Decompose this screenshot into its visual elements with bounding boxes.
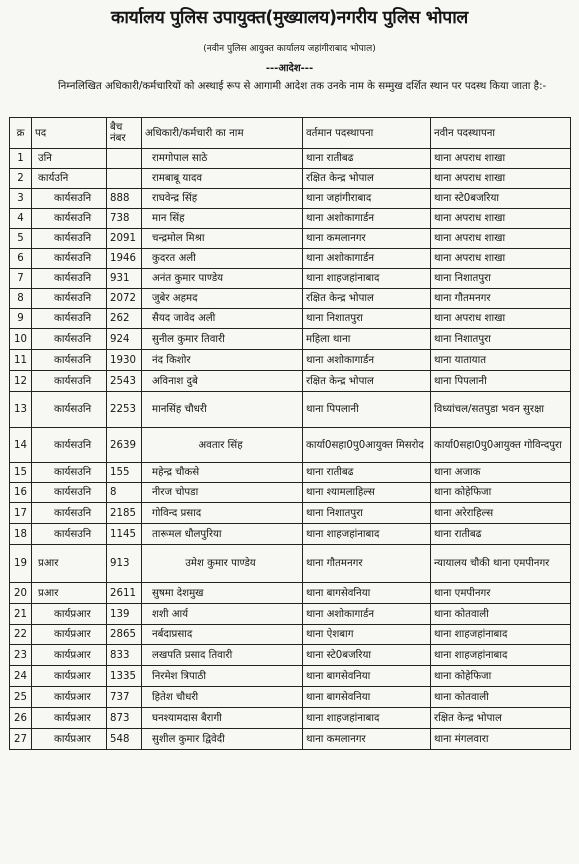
table-row (10, 350, 571, 371)
current-posting-cell: महिला थाना (303, 329, 431, 350)
order-heading: ---आदेश--- (265, 63, 314, 74)
serial-cell: 27 (10, 729, 32, 750)
table-row (10, 189, 571, 209)
header-current-posting: वर्तमान पदस्थापना (303, 118, 431, 149)
name-cell: महेन्द्र चौकसे (142, 463, 303, 483)
serial-cell: 8 (10, 289, 32, 309)
serial-cell: 24 (10, 666, 32, 687)
current-posting-cell: थाना जहांगीराबाद (303, 189, 431, 209)
new-posting-cell: न्यायालय चौकी थाना एमपीनगर (431, 545, 571, 583)
name-cell: नीरज चोपडा (142, 483, 303, 503)
new-posting-cell: थाना मंगलवारा (431, 729, 571, 750)
current-posting-cell: थाना बागसेवनिया (303, 583, 431, 604)
name-cell: सुशील कुमार द्विवेदी (142, 729, 303, 750)
new-posting-cell: थाना कोहेफिजा (431, 666, 571, 687)
table-row (10, 229, 571, 249)
header-name: अधिकारी/कर्मचारी का नाम (142, 118, 303, 149)
current-posting-cell: थाना बागसेवनिया (303, 687, 431, 708)
badge-cell: 139 (107, 604, 142, 625)
name-cell: मान सिंह (142, 209, 303, 229)
name-cell: घनश्यामदास बैरागी (142, 708, 303, 729)
current-posting-cell: थाना अशोकागार्डन (303, 249, 431, 269)
badge-cell: 737 (107, 687, 142, 708)
badge-cell: 738 (107, 209, 142, 229)
current-posting-cell: थाना शाहजहांनाबाद (303, 708, 431, 729)
table-row (10, 729, 571, 750)
table-row (10, 269, 571, 289)
serial-cell: 5 (10, 229, 32, 249)
office-address: (नवीन पुलिस आयुक्त कार्यालय जहांगीराबाद भोपाल) (203, 44, 376, 54)
table-row (10, 503, 571, 524)
serial-cell: 9 (10, 309, 32, 329)
badge-cell: 1946 (107, 249, 142, 269)
table-row (10, 483, 571, 503)
serial-cell: 23 (10, 645, 32, 666)
rank-cell: कार्यसउनि (32, 503, 107, 524)
new-posting-cell: थाना अपराध शाखा (431, 209, 571, 229)
current-posting-cell: थाना निशातपुरा (303, 503, 431, 524)
rank-cell: कार्यसउनि (32, 371, 107, 392)
new-posting-cell: थाना कोतवाली (431, 604, 571, 625)
name-cell: चन्द्रमोल मिश्रा (142, 229, 303, 249)
table-row (10, 645, 571, 666)
table-row (10, 149, 571, 169)
transfer-table (9, 117, 571, 750)
table-row (10, 329, 571, 350)
name-cell: राघवेन्द्र सिंह (142, 189, 303, 209)
table-row (10, 524, 571, 545)
rank-cell: कार्यप्रआर (32, 625, 107, 645)
table-row (10, 428, 571, 463)
current-posting-cell: थाना स्टे0बजरिया (303, 645, 431, 666)
new-posting-cell: थाना गौतमनगर (431, 289, 571, 309)
badge-cell: 2253 (107, 392, 142, 428)
serial-cell: 20 (10, 583, 32, 604)
serial-cell: 21 (10, 604, 32, 625)
rank-cell: कार्यसउनि (32, 483, 107, 503)
current-posting-cell: थाना अशोकागार्डन (303, 604, 431, 625)
badge-cell: 913 (107, 545, 142, 583)
new-posting-cell: थाना निशातपुरा (431, 329, 571, 350)
current-posting-cell: थाना निशातपुरा (303, 309, 431, 329)
badge-cell: 155 (107, 463, 142, 483)
new-posting-cell: थाना पिपलानी (431, 371, 571, 392)
table-header-row (10, 118, 571, 149)
serial-cell: 15 (10, 463, 32, 483)
serial-cell: 26 (10, 708, 32, 729)
office-title: कार्यालय पुलिस उपायुक्त(मुख्यालय)नगरीय पुलिस भोपाल (110, 8, 468, 28)
rank-cell: कार्यसउनि (32, 249, 107, 269)
rank-cell: प्रआर (32, 583, 107, 604)
rank-cell: कार्यसउनि (32, 428, 107, 463)
serial-cell: 11 (10, 350, 32, 371)
table-row (10, 708, 571, 729)
new-posting-cell: थाना अपराध शाखा (431, 249, 571, 269)
rank-cell: कार्यसउनि (32, 309, 107, 329)
table-row (10, 249, 571, 269)
rank-cell: प्रआर (32, 545, 107, 583)
name-cell: जुबेर अहमद (142, 289, 303, 309)
current-posting-cell: थाना रातीबढ (303, 463, 431, 483)
new-posting-cell: थाना कोहेफिजा (431, 483, 571, 503)
new-posting-cell: थाना अपराध शाखा (431, 309, 571, 329)
new-posting-cell: थाना शाहजहांनाबाद (431, 645, 571, 666)
current-posting-cell: रक्षित केन्द्र भोपाल (303, 169, 431, 189)
current-posting-cell: कार्या0सहा0पु0आयुक्त मिसरोद (303, 428, 431, 463)
name-cell: शशी आर्य (142, 604, 303, 625)
table-row (10, 169, 571, 189)
table-row (10, 289, 571, 309)
badge-cell (107, 169, 142, 189)
rank-cell: कार्यसउनि (32, 269, 107, 289)
badge-cell (107, 149, 142, 169)
badge-cell: 548 (107, 729, 142, 750)
table-row (10, 309, 571, 329)
table-row (10, 687, 571, 708)
name-cell: निरमेश त्रिपाठी (142, 666, 303, 687)
name-cell: सैयद जावेद अली (142, 309, 303, 329)
header-badge: बैच नंबर (107, 118, 142, 149)
current-posting-cell: थाना अशोकागार्डन (303, 350, 431, 371)
name-cell: अवतार सिंह (142, 428, 303, 463)
badge-cell: 888 (107, 189, 142, 209)
current-posting-cell: रक्षित केन्द्र भोपाल (303, 289, 431, 309)
current-posting-cell: थाना श्यामलाहिल्स (303, 483, 431, 503)
rank-cell: कार्यसउनि (32, 463, 107, 483)
rank-cell: कार्यप्रआर (32, 604, 107, 625)
new-posting-cell: थाना अपराध शाखा (431, 149, 571, 169)
new-posting-cell: थाना अपराध शाखा (431, 169, 571, 189)
current-posting-cell: थाना ऐशबाग (303, 625, 431, 645)
current-posting-cell: थाना अशोकागार्डन (303, 209, 431, 229)
rank-cell: कार्यउनि (32, 169, 107, 189)
new-posting-cell: थाना निशातपुरा (431, 269, 571, 289)
new-posting-cell: थाना अजाक (431, 463, 571, 483)
badge-cell: 2611 (107, 583, 142, 604)
name-cell: कुदरत अली (142, 249, 303, 269)
current-posting-cell: थाना रातीबढ (303, 149, 431, 169)
table-row (10, 463, 571, 483)
name-cell: सुषमा देशमुख (142, 583, 303, 604)
serial-cell: 18 (10, 524, 32, 545)
rank-cell: कार्यसउनि (32, 229, 107, 249)
current-posting-cell: थाना कमलानगर (303, 729, 431, 750)
current-posting-cell: थाना गौतमनगर (303, 545, 431, 583)
rank-cell: कार्यप्रआर (32, 645, 107, 666)
name-cell: सुनील कुमार तिवारी (142, 329, 303, 350)
badge-cell: 8 (107, 483, 142, 503)
name-cell: अनंत कुमार पाण्डेय (142, 269, 303, 289)
rank-cell: कार्यसउनि (32, 329, 107, 350)
new-posting-cell: रक्षित केन्द्र भोपाल (431, 708, 571, 729)
new-posting-cell: थाना कोतवाली (431, 687, 571, 708)
name-cell: हितेश चौधरी (142, 687, 303, 708)
badge-cell: 931 (107, 269, 142, 289)
serial-cell: 2 (10, 169, 32, 189)
name-cell: रामबाबू यादव (142, 169, 303, 189)
rank-cell: कार्यसउनि (32, 350, 107, 371)
name-cell: अविनाश दुबे (142, 371, 303, 392)
badge-cell: 2639 (107, 428, 142, 463)
name-cell: नंद किशोर (142, 350, 303, 371)
badge-cell: 2543 (107, 371, 142, 392)
table-row (10, 392, 571, 428)
name-cell: नर्बदाप्रसाद (142, 625, 303, 645)
table-row (10, 583, 571, 604)
serial-cell: 10 (10, 329, 32, 350)
serial-cell: 1 (10, 149, 32, 169)
serial-cell: 17 (10, 503, 32, 524)
serial-cell: 6 (10, 249, 32, 269)
name-cell: उमेश कुमार पाण्डेय (142, 545, 303, 583)
new-posting-cell: थाना अरेराहिल्स (431, 503, 571, 524)
serial-cell: 12 (10, 371, 32, 392)
new-posting-cell: कार्या0सहा0पु0आयुक्त गोविन्दपुरा (431, 428, 571, 463)
new-posting-cell: थाना रातीबढ (431, 524, 571, 545)
badge-cell: 833 (107, 645, 142, 666)
current-posting-cell: थाना शाहजहांनाबाद (303, 524, 431, 545)
badge-cell: 1335 (107, 666, 142, 687)
current-posting-cell: थाना शाहजहांनाबाद (303, 269, 431, 289)
badge-cell: 2185 (107, 503, 142, 524)
table-row (10, 209, 571, 229)
rank-cell: कार्यप्रआर (32, 729, 107, 750)
badge-cell: 924 (107, 329, 142, 350)
new-posting-cell: थाना अपराध शाखा (431, 229, 571, 249)
badge-cell: 873 (107, 708, 142, 729)
new-posting-cell: विध्यांचल/सतपुडा भवन सुरक्षा (431, 392, 571, 428)
badge-cell: 2865 (107, 625, 142, 645)
table-row (10, 666, 571, 687)
serial-cell: 4 (10, 209, 32, 229)
table-row (10, 371, 571, 392)
new-posting-cell: थाना एमपीनगर (431, 583, 571, 604)
new-posting-cell: थाना स्टे0बजरिया (431, 189, 571, 209)
new-posting-cell: थाना शाहजहांनाबाद (431, 625, 571, 645)
name-cell: लखपति प्रसाद तिवारी (142, 645, 303, 666)
name-cell: तारूमल धौलपुरिया (142, 524, 303, 545)
rank-cell: कार्यसउनि (32, 289, 107, 309)
name-cell: रामगोपाल साठे (142, 149, 303, 169)
serial-cell: 22 (10, 625, 32, 645)
badge-cell: 1930 (107, 350, 142, 371)
badge-cell: 262 (107, 309, 142, 329)
serial-cell: 19 (10, 545, 32, 583)
serial-cell: 13 (10, 392, 32, 428)
header-new-posting: नवीन पदस्थापना (431, 118, 571, 149)
table-row (10, 545, 571, 583)
header-rank: पद (32, 118, 107, 149)
current-posting-cell: रक्षित केन्द्र भोपाल (303, 371, 431, 392)
new-posting-cell: थाना यातायात (431, 350, 571, 371)
badge-cell: 2091 (107, 229, 142, 249)
current-posting-cell: थाना बागसेवनिया (303, 666, 431, 687)
rank-cell: कार्यसउनि (32, 524, 107, 545)
badge-cell: 2072 (107, 289, 142, 309)
name-cell: मानसिंह चौधरी (142, 392, 303, 428)
rank-cell: कार्यप्रआर (32, 708, 107, 729)
rank-cell: कार्यसउनि (32, 209, 107, 229)
header-serial: क्र (10, 118, 32, 149)
rank-cell: उनि (32, 149, 107, 169)
serial-cell: 25 (10, 687, 32, 708)
serial-cell: 3 (10, 189, 32, 209)
rank-cell: कार्यप्रआर (32, 666, 107, 687)
rank-cell: कार्यप्रआर (32, 687, 107, 708)
serial-cell: 14 (10, 428, 32, 463)
table-row (10, 625, 571, 645)
serial-cell: 16 (10, 483, 32, 503)
name-cell: गोविन्द प्रसाद (142, 503, 303, 524)
order-intro: निम्नलिखित अधिकारी/कर्मचारियों को अस्थाई रूप से आगामी आदेश तक उनके नाम के सम्मुख दर्शित स्थान पर पदस्थ किया जाता है:- (58, 81, 547, 92)
current-posting-cell: थाना कमलानगर (303, 229, 431, 249)
rank-cell: कार्यसउनि (32, 189, 107, 209)
current-posting-cell: थाना पिपलानी (303, 392, 431, 428)
serial-cell: 7 (10, 269, 32, 289)
table-row (10, 604, 571, 625)
badge-cell: 1145 (107, 524, 142, 545)
rank-cell: कार्यसउनि (32, 392, 107, 428)
